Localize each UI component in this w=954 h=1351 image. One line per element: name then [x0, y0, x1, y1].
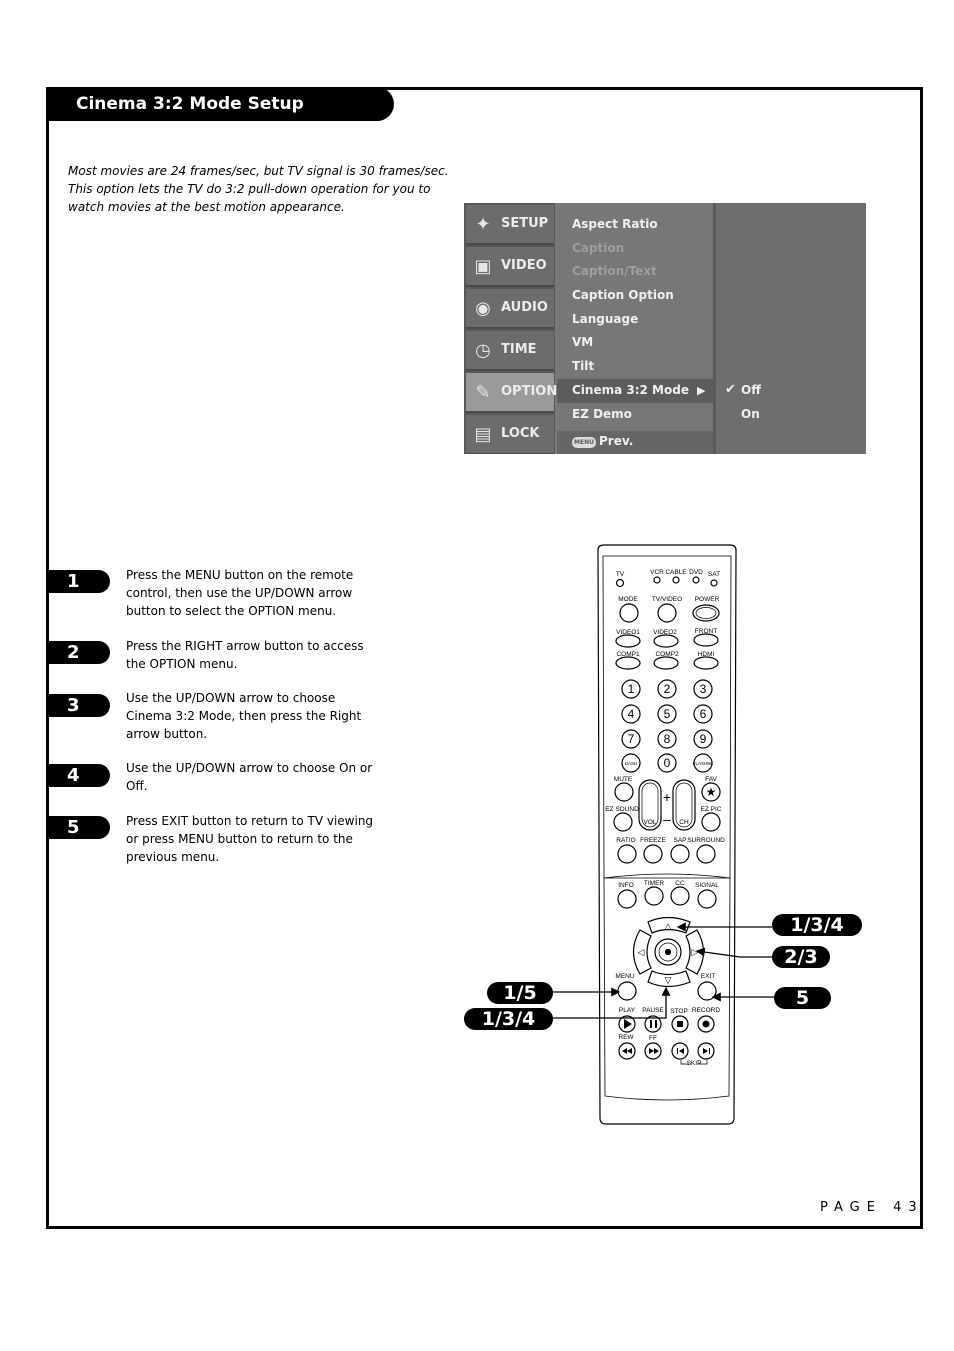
- step-line: Press the MENU button on the remote: [126, 568, 354, 582]
- vol-label: VOL: [643, 819, 657, 826]
- cc-label: CC: [675, 880, 685, 887]
- step-line: Cinema 3:2 Mode, then press the Right: [126, 709, 362, 723]
- step-line: Press EXIT button to return to TV viewing: [126, 814, 374, 828]
- osd-sub-off: Off: [741, 383, 761, 397]
- sat-label: SAT: [707, 571, 721, 578]
- digit-9-label: 9: [699, 732, 707, 746]
- timer-button[interactable]: [645, 887, 663, 905]
- osd-tab-label: AUDIO: [501, 300, 548, 315]
- checkmark-icon: ✔: [725, 382, 736, 397]
- fav-label: FAV: [705, 776, 717, 783]
- step-line: Use the UP/DOWN arrow to choose: [126, 691, 336, 705]
- step-line: Use the UP/DOWN arrow to choose On or: [126, 761, 373, 775]
- intro-line: Most movies are 24 frames/sec, but TV signal is 30 frames/sec.: [68, 164, 449, 178]
- clock-icon: ◷: [475, 340, 491, 361]
- step-line: arrow button.: [126, 727, 208, 741]
- cable-label: CABLE: [665, 569, 687, 576]
- osd-tab-label: OPTION: [501, 384, 558, 399]
- tv-led: [617, 580, 624, 587]
- timer-label: TIMER: [643, 880, 665, 887]
- osd-tab-label: LOCK: [501, 426, 540, 441]
- callout-right-arrow: 2/3: [772, 946, 830, 968]
- sat-led: [711, 580, 717, 586]
- comp1-button[interactable]: [616, 657, 640, 669]
- ez-sound-button[interactable]: [614, 813, 632, 831]
- fast-forward-icon: [649, 1048, 659, 1054]
- video1-label: VIDEO1: [616, 629, 640, 636]
- mute-label: MUTE: [613, 776, 633, 783]
- mode-button[interactable]: [620, 604, 638, 622]
- osd-tab-label: SETUP: [501, 216, 549, 231]
- osd-item-caption: Caption: [572, 241, 625, 255]
- plus-glyph: +: [662, 789, 672, 805]
- freeze-button[interactable]: [644, 845, 662, 863]
- ch-label: CH: [679, 819, 689, 826]
- front-label: FRONT: [694, 628, 718, 635]
- callout-down-arrow: 1/3/4: [464, 1008, 553, 1030]
- tv-video-label: TV/VIDEO: [651, 596, 683, 603]
- step-line: Off.: [126, 779, 148, 793]
- lock-icon: ▤: [474, 424, 492, 445]
- osd-item-cinema-3-2-mode: Cinema 3:2 Mode: [572, 383, 689, 397]
- skip-back-icon: [677, 1048, 684, 1054]
- menu-label: MENU: [615, 973, 635, 980]
- pause-icon: [650, 1020, 652, 1028]
- surround-label: SURROUND: [687, 837, 725, 844]
- right-triangle-glyph: ▷: [691, 947, 699, 957]
- digit-8-label: 8: [663, 732, 671, 746]
- pause-label: PAUSE: [642, 1007, 664, 1014]
- rewind-icon: [622, 1048, 632, 1054]
- digit-5-label: 5: [663, 707, 671, 721]
- up-triangle-glyph: △: [664, 921, 672, 931]
- step-line: button to select the OPTION menu.: [126, 604, 337, 618]
- osd-item-caption-text: Caption/Text: [572, 264, 657, 278]
- cc-button[interactable]: [671, 887, 689, 905]
- enter-dot: [666, 950, 671, 955]
- comp1-label: COMP1: [616, 651, 640, 658]
- step-number: 2: [67, 642, 80, 663]
- hdmi-label: HDMI: [697, 651, 715, 658]
- power-button-inner: [696, 608, 716, 619]
- minus-glyph: –: [663, 811, 671, 827]
- osd-item-language: Language: [572, 312, 639, 326]
- step-number: 4: [67, 765, 80, 786]
- sap-button[interactable]: [671, 845, 689, 863]
- page-number: PAGE 43: [820, 1200, 924, 1215]
- speaker-icon: ◉: [475, 298, 491, 319]
- video2-label: VIDEO2: [653, 629, 677, 636]
- menu-button[interactable]: [618, 982, 636, 1000]
- ez-sound-label: EZ SOUND: [605, 806, 639, 813]
- digit-0-label: 0: [663, 756, 671, 770]
- dash-label: DASH: [624, 761, 638, 766]
- option-icon: ✎: [475, 382, 491, 403]
- vcr-label: VCR: [650, 569, 664, 576]
- step-number: 3: [67, 695, 80, 716]
- osd-item-tilt: Tilt: [572, 359, 595, 373]
- step-line: the OPTION menu.: [126, 657, 238, 671]
- osd-prev-label: Prev.: [599, 434, 634, 448]
- digit-6-label: 6: [699, 707, 707, 721]
- satellite-icon: ✦: [475, 214, 491, 235]
- intro-line: This option lets the TV do 3:2 pull-down operation for you to: [68, 182, 431, 196]
- rew-label: REW: [618, 1034, 634, 1041]
- tv-icon: ▣: [474, 256, 492, 277]
- step-line: previous menu.: [126, 850, 220, 864]
- callout-menu: 1/5: [487, 982, 553, 1004]
- dvd-led: [693, 577, 699, 583]
- chevron-right-icon: ▶: [697, 384, 706, 397]
- ratio-button[interactable]: [618, 845, 636, 863]
- ff-label: FF: [649, 1035, 657, 1042]
- play-label: PLAY: [618, 1007, 636, 1014]
- page-title: Cinema 3:2 Mode Setup: [76, 94, 304, 114]
- ez-pic-button[interactable]: [702, 813, 720, 831]
- digit-3-label: 3: [699, 682, 707, 696]
- power-label: POWER: [694, 596, 720, 603]
- record-label: RECORD: [691, 1007, 721, 1014]
- step-line: control, then use the UP/DOWN arrow: [126, 586, 353, 600]
- vcr-led: [654, 577, 660, 583]
- osd-tab-label: VIDEO: [501, 258, 547, 273]
- down-triangle-glyph: ▽: [664, 975, 672, 985]
- osd-item-ez-demo: EZ Demo: [572, 407, 632, 421]
- step-line: Press the RIGHT arrow button to access: [126, 639, 364, 653]
- osd-item-aspect-ratio: Aspect Ratio: [572, 217, 658, 231]
- video1-button[interactable]: [616, 635, 640, 647]
- play-icon: [624, 1019, 632, 1029]
- fav-icon: ★: [705, 785, 717, 799]
- ratio-label: RATIO: [616, 837, 636, 844]
- tv-video-button[interactable]: [658, 604, 676, 622]
- dvd-label: DVD: [689, 569, 703, 576]
- callout-up-arrow: 1/3/4: [772, 914, 862, 936]
- info-label: INFO: [618, 882, 634, 889]
- record-icon: [703, 1021, 710, 1028]
- digit-2-label: 2: [663, 682, 671, 696]
- hdmi-button[interactable]: [694, 657, 718, 669]
- osd-item-caption-option: Caption Option: [572, 288, 674, 302]
- mode-label: MODE: [618, 596, 638, 603]
- digit-7-label: 7: [627, 732, 635, 746]
- comp2-label: COMP2: [655, 651, 679, 658]
- sap-label: SAP: [673, 837, 687, 844]
- intro-line: watch movies at the best motion appearance.: [68, 200, 345, 214]
- stop-label: STOP: [670, 1008, 688, 1015]
- comp2-button[interactable]: [654, 657, 678, 669]
- info-button[interactable]: [618, 890, 636, 908]
- osd-item-vm: VM: [572, 335, 594, 349]
- osd-sub-on: On: [741, 407, 760, 421]
- freeze-label: FREEZE: [640, 837, 666, 844]
- signal-button[interactable]: [698, 890, 716, 908]
- step-number: 1: [67, 571, 80, 592]
- step-line: or press MENU button to return to the: [126, 832, 353, 846]
- digit-4-label: 4: [627, 707, 635, 721]
- left-triangle-glyph: ◁: [637, 947, 645, 957]
- stop-icon: [677, 1021, 683, 1027]
- mute-button[interactable]: [615, 783, 633, 801]
- digit-1-label: 1: [627, 682, 635, 696]
- step-number: 5: [67, 817, 80, 838]
- osd-tab-label: TIME: [501, 342, 537, 357]
- tv-label: TV: [615, 571, 625, 578]
- cable-led: [673, 577, 679, 583]
- menu-key-icon: MENU: [572, 437, 596, 448]
- ez-pic-label: EZ PIC: [700, 806, 722, 813]
- exit-label: EXIT: [700, 973, 716, 980]
- callout-exit: 5: [774, 987, 831, 1009]
- surround-button[interactable]: [697, 845, 715, 863]
- front-button[interactable]: [694, 634, 718, 646]
- video2-button[interactable]: [654, 635, 678, 647]
- flashbk-label: FLASHBK: [692, 761, 714, 766]
- skip-label: SKIP: [686, 1060, 702, 1067]
- signal-label: SIGNAL: [695, 882, 719, 889]
- skip-forward-icon: [703, 1048, 710, 1054]
